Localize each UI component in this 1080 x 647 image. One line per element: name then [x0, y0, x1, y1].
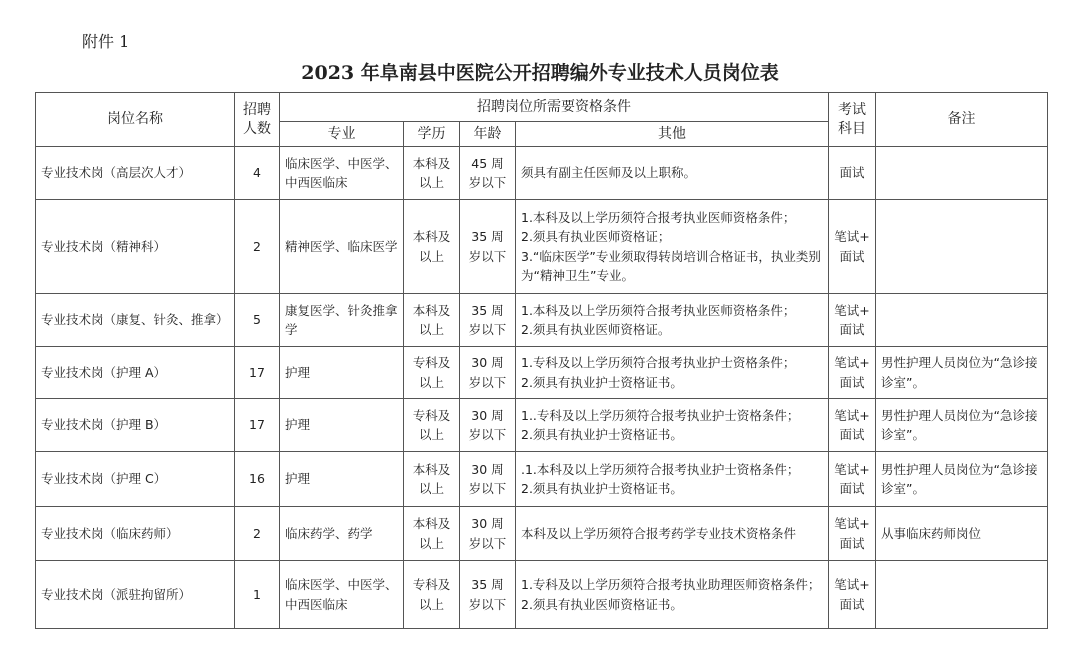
- cell-count: 16: [235, 452, 280, 507]
- header-age: 年龄: [460, 122, 516, 147]
- cell-age: 45 周 岁以下: [460, 147, 516, 200]
- cell-major: 临床药学、药学: [280, 507, 404, 561]
- cell-exam: 笔试+ 面试: [829, 561, 876, 629]
- attachment-label: 附件 1: [82, 32, 130, 51]
- cell-major: 护理: [280, 347, 404, 399]
- cell-major: 临床医学、中医学、中西医临床: [280, 561, 404, 629]
- header-row: [36, 93, 1048, 122]
- cell-position: 专业技术岗（临床药师）: [36, 507, 235, 561]
- cell-position: 专业技术岗（康复、针灸、推拿）: [36, 294, 235, 347]
- header-education: 学历: [404, 122, 460, 147]
- cell-age: 35 周 岁以下: [460, 294, 516, 347]
- cell-count: 4: [235, 147, 280, 200]
- cell-remarks: 从事临床药师岗位: [876, 507, 1048, 561]
- cell-major: 康复医学、针灸推拿学: [280, 294, 404, 347]
- cell-age: 30 周 岁以下: [460, 399, 516, 452]
- cell-remarks: [876, 561, 1048, 629]
- cell-remarks: [876, 200, 1048, 294]
- cell-other: 1.专科及以上学历须符合报考执业助理医师资格条件； 2.须具有执业医师资格证书。: [516, 561, 829, 629]
- cell-count: 17: [235, 399, 280, 452]
- cell-exam: 笔试+ 面试: [829, 507, 876, 561]
- cell-other: 1.本科及以上学历须符合报考执业医师资格条件； 2.须具有执业医师资格证； 3.“临床医学”专业须取得转岗培训合格证书，执业类别为“精神卫生”专业。: [516, 200, 829, 294]
- cell-other: 1.专科及以上学历须符合报考执业护士资格条件； 2.须具有执业护士资格证书。: [516, 347, 829, 399]
- cell-remarks: 男性护理人员岗位为“急诊接诊室”。: [876, 399, 1048, 452]
- header-requirements: 招聘岗位所需要资格条件: [280, 93, 829, 122]
- cell-major: 精神医学、临床医学: [280, 200, 404, 294]
- cell-exam: 笔试+ 面试: [829, 452, 876, 507]
- cell-age: 30 周 岁以下: [460, 452, 516, 507]
- table-row: [36, 507, 1048, 561]
- cell-education: 本科及 以上: [404, 294, 460, 347]
- cell-exam: 笔试+ 面试: [829, 200, 876, 294]
- cell-remarks: 男性护理人员岗位为“急诊接诊室”。: [876, 347, 1048, 399]
- cell-position: 专业技术岗（护理 A）: [36, 347, 235, 399]
- cell-position: 专业技术岗（派驻拘留所）: [36, 561, 235, 629]
- cell-age: 35 周 岁以下: [460, 200, 516, 294]
- cell-other: 1..专科及以上学历须符合报考执业护士资格条件； 2.须具有执业护士资格证书。: [516, 399, 829, 452]
- table-row: [36, 147, 1048, 200]
- table-row: [36, 452, 1048, 507]
- cell-age: 30 周 岁以下: [460, 507, 516, 561]
- cell-education: 本科及 以上: [404, 452, 460, 507]
- cell-count: 17: [235, 347, 280, 399]
- cell-other: 1.本科及以上学历须符合报考执业医师资格条件； 2.须具有执业医师资格证。: [516, 294, 829, 347]
- cell-age: 30 周 岁以下: [460, 347, 516, 399]
- cell-major: 临床医学、中医学、中西医临床: [280, 147, 404, 200]
- cell-count: 5: [235, 294, 280, 347]
- cell-education: 本科及 以上: [404, 507, 460, 561]
- cell-count: 2: [235, 507, 280, 561]
- cell-remarks: [876, 147, 1048, 200]
- cell-position: 专业技术岗（精神科）: [36, 200, 235, 294]
- cell-other: 本科及以上学历须符合报考药学专业技术资格条件: [516, 507, 829, 561]
- cell-count: 2: [235, 200, 280, 294]
- header-remarks: 备注: [876, 93, 1048, 147]
- document-title: 2023 年阜南县中医院公开招聘编外专业技术人员岗位表: [301, 62, 779, 84]
- cell-education: 专科及 以上: [404, 347, 460, 399]
- cell-remarks: [876, 294, 1048, 347]
- cell-education: 专科及 以上: [404, 561, 460, 629]
- cell-exam: 笔试+ 面试: [829, 347, 876, 399]
- table-row: [36, 347, 1048, 399]
- cell-major: 护理: [280, 399, 404, 452]
- cell-exam: 笔试+ 面试: [829, 294, 876, 347]
- header-exam: 考试 科目: [829, 93, 876, 147]
- cell-other: .1.本科及以上学历须符合报考执业护士资格条件； 2.须具有执业护士资格证书。: [516, 452, 829, 507]
- positions-table: [35, 92, 1048, 629]
- table-row: [36, 200, 1048, 294]
- cell-remarks: 男性护理人员岗位为“急诊接诊室”。: [876, 452, 1048, 507]
- cell-position: 专业技术岗（护理 B）: [36, 399, 235, 452]
- cell-exam: 面试: [829, 147, 876, 200]
- table-row: [36, 399, 1048, 452]
- cell-position: 专业技术岗（护理 C）: [36, 452, 235, 507]
- cell-age: 35 周 岁以下: [460, 561, 516, 629]
- cell-other: 须具有副主任医师及以上职称。: [516, 147, 829, 200]
- table-row: [36, 294, 1048, 347]
- header-major: 专业: [280, 122, 404, 147]
- header-position: 岗位名称: [36, 93, 235, 147]
- table-row: [36, 561, 1048, 629]
- header-count: 招聘 人数: [235, 93, 280, 147]
- cell-major: 护理: [280, 452, 404, 507]
- cell-education: 本科及 以上: [404, 200, 460, 294]
- cell-position: 专业技术岗（高层次人才）: [36, 147, 235, 200]
- cell-exam: 笔试+ 面试: [829, 399, 876, 452]
- cell-education: 本科及 以上: [404, 147, 460, 200]
- cell-count: 1: [235, 561, 280, 629]
- cell-education: 专科及 以上: [404, 399, 460, 452]
- header-other: 其他: [516, 122, 829, 147]
